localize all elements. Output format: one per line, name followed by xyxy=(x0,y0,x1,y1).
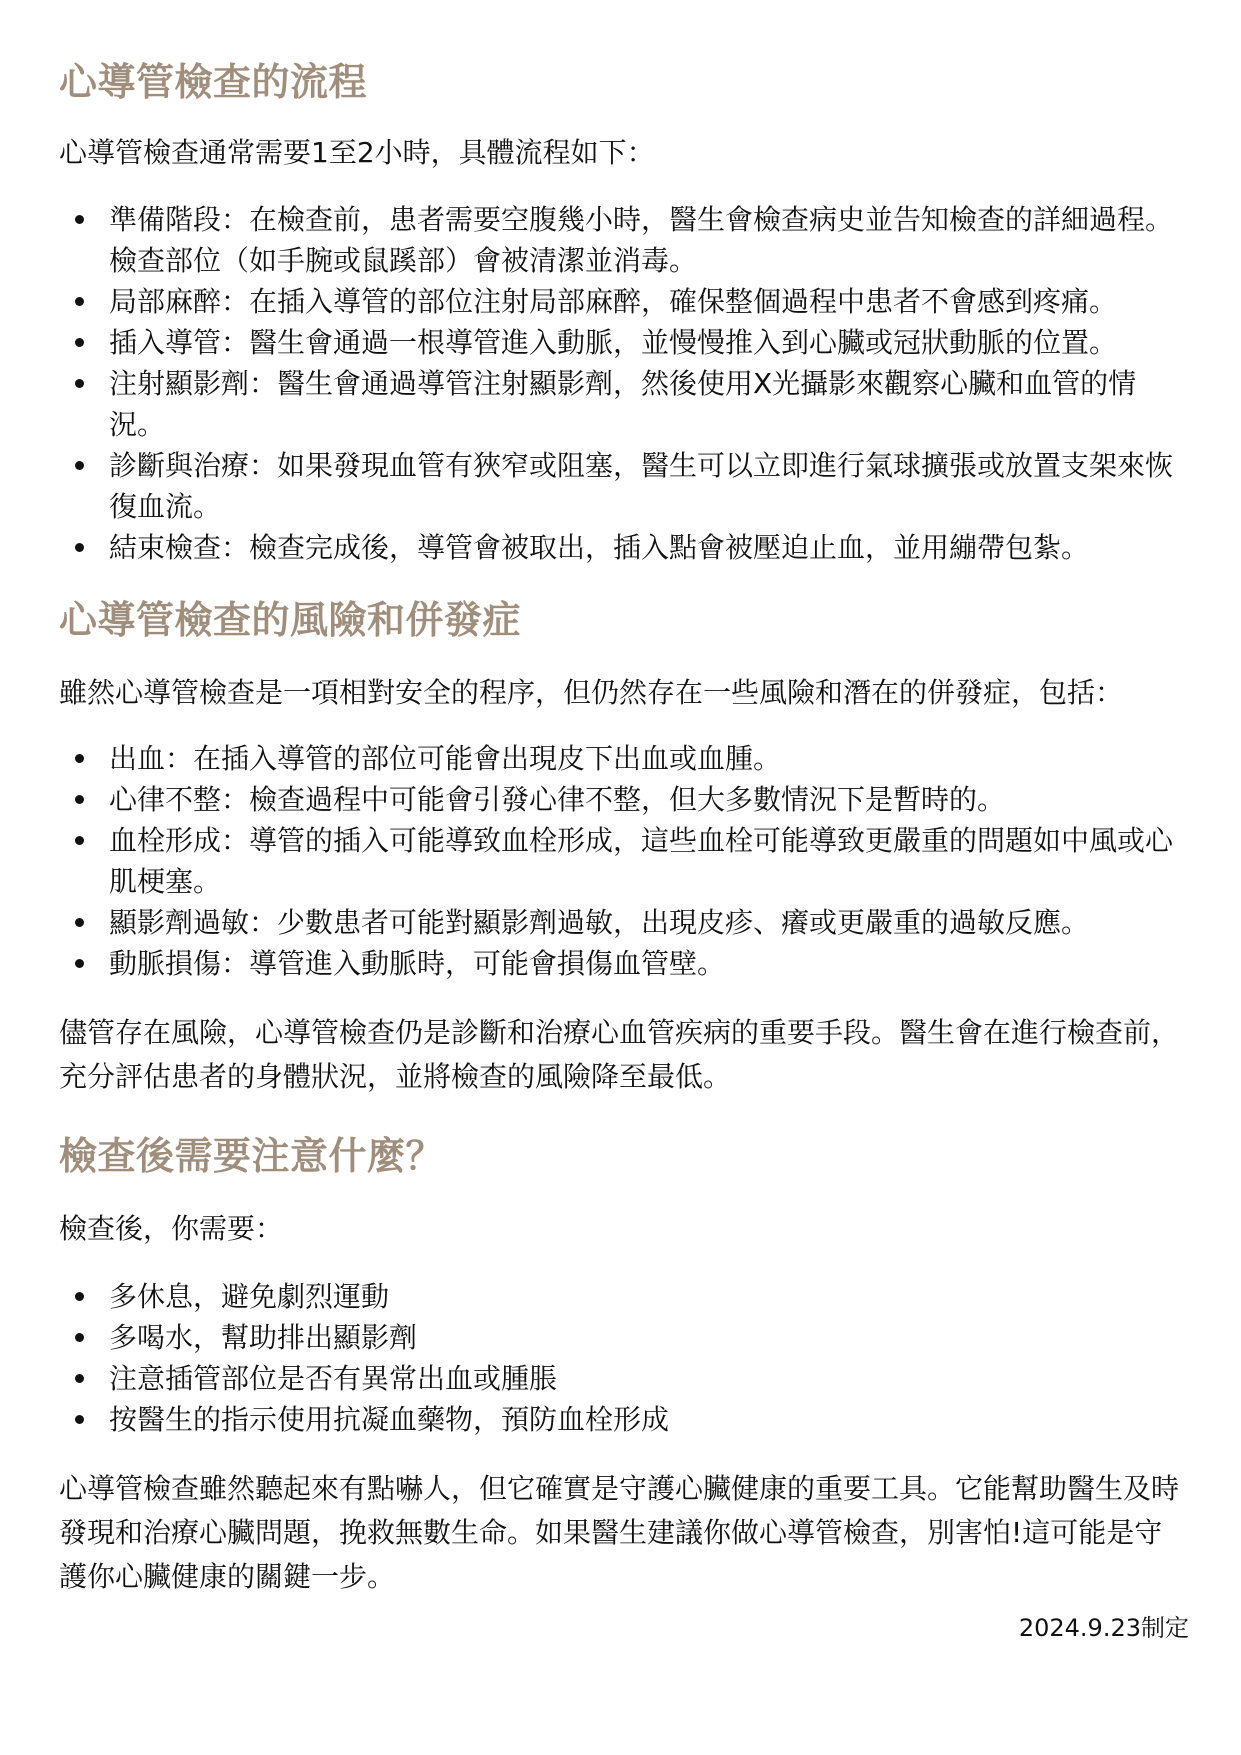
list-item xyxy=(59,527,1189,568)
bullet-icon xyxy=(75,1333,84,1342)
bullet-icon xyxy=(75,836,84,845)
list-item-text: 按醫生的指示使用抗凝血藥物，預防血栓形成 xyxy=(109,1403,670,1436)
list-item-text: 多喝水，幫助排出顯影劑 xyxy=(109,1321,418,1354)
bullet-icon xyxy=(75,297,84,306)
list-item xyxy=(59,738,1189,779)
bullet-icon xyxy=(75,795,84,804)
list-item-text: 血栓形成：導管的插入可能導致血栓形成，這些血栓可能導致更嚴重的問題如中風或心肌梗塞。 xyxy=(109,824,1174,898)
list-item-text: 多休息，避免劇烈運動 xyxy=(109,1280,390,1313)
list-item-text: 顯影劑過敏：少數患者可能對顯影劑過敏，出現皮疹、癢或更嚴重的過敏反應。 xyxy=(109,906,1090,939)
section-heading-risks: 心導管檢查的風險和併發症 xyxy=(59,598,522,642)
risks-list xyxy=(59,738,1189,984)
bullet-icon xyxy=(75,1292,84,1301)
list-item xyxy=(59,779,1189,820)
conclusion-paragraph: 心導管檢查雖然聽起來有點嚇人，但它確實是守護心臟健康的重要工具。它能幫助醫生及時發現和治療心臟問題，挽救無數生命。如果醫生建議你做心導管檢查，別害怕!這可能是守護你心臟健康的關鍵一步。 xyxy=(59,1472,1180,1593)
list-item xyxy=(59,1317,1189,1358)
list-item-text: 準備階段：在檢查前，患者需要空腹幾小時，醫生會檢查病史並告知檢查的詳細過程。檢查部位（如手腕或鼠蹊部）會被清潔並消毒。 xyxy=(109,203,1174,277)
list-item xyxy=(59,1276,1189,1317)
list-item xyxy=(59,943,1189,984)
risks-intro: 雖然心導管檢查是一項相對安全的程序，但仍然存在一些風險和潛在的併發症，包括： xyxy=(59,676,1124,709)
list-item xyxy=(59,1399,1189,1440)
list-item xyxy=(59,445,1189,527)
list-item xyxy=(59,199,1189,281)
section-heading-procedure: 心導管檢查的流程 xyxy=(59,60,368,104)
bullet-icon xyxy=(75,543,84,552)
bullet-icon xyxy=(75,959,84,968)
bullet-icon xyxy=(75,379,84,388)
procedure-intro: 心導管檢查通常需要1至2小時，具體流程如下： xyxy=(59,136,655,169)
bullet-icon xyxy=(75,1374,84,1383)
list-item-text: 注射顯影劑：醫生會通過導管注射顯影劑，然後使用X光攝影來觀察心臟和血管的情況。 xyxy=(109,367,1137,441)
document-body xyxy=(59,56,1189,1599)
bullet-icon xyxy=(75,1415,84,1424)
list-item xyxy=(59,322,1189,363)
list-item-text: 結束檢查：檢查完成後，導管會被取出，插入點會被壓迫止血，並用繃帶包紮。 xyxy=(109,531,1090,564)
aftercare-list xyxy=(59,1276,1189,1440)
bullet-icon xyxy=(75,754,84,763)
bullet-icon xyxy=(75,215,84,224)
list-item xyxy=(59,363,1189,445)
list-item-text: 局部麻醉：在插入導管的部位注射局部麻醉，確保整個過程中患者不會感到疼痛。 xyxy=(109,285,1118,318)
list-item xyxy=(59,281,1189,322)
procedure-list xyxy=(59,199,1189,568)
list-item-text: 動脈損傷：導管進入動脈時，可能會損傷血管壁。 xyxy=(109,947,726,980)
list-item-text: 出血：在插入導管的部位可能會出現皮下出血或血腫。 xyxy=(109,742,782,775)
section-heading-aftercare: 檢查後需要注意什麼？ xyxy=(59,1134,445,1178)
aftercare-intro: 檢查後，你需要： xyxy=(59,1212,284,1245)
list-item xyxy=(59,820,1189,902)
list-item-text: 插入導管：醫生會通過一根導管進入動脈，並慢慢推入到心臟或冠狀動脈的位置。 xyxy=(109,326,1118,359)
risks-summary: 儘管存在風險，心導管檢查仍是診斷和治療心血管疾病的重要手段。醫生會在進行檢查前，充分評估患者的身體狀況，並將檢查的風險降至最低。 xyxy=(59,1016,1180,1093)
list-item xyxy=(59,1358,1189,1399)
list-item-text: 診斷與治療：如果發現血管有狹窄或阻塞，醫生可以立即進行氣球擴張或放置支架來恢復血流。 xyxy=(109,449,1174,523)
bullet-icon xyxy=(75,338,84,347)
bullet-icon xyxy=(75,918,84,927)
bullet-icon xyxy=(75,461,84,470)
list-item-text: 心律不整：檢查過程中可能會引發心律不整，但大多數情況下是暫時的。 xyxy=(109,783,1006,816)
document-date: 2024.9.23制定 xyxy=(1018,1614,1189,1642)
list-item xyxy=(59,902,1189,943)
list-item-text: 注意插管部位是否有異常出血或腫脹 xyxy=(109,1362,558,1395)
